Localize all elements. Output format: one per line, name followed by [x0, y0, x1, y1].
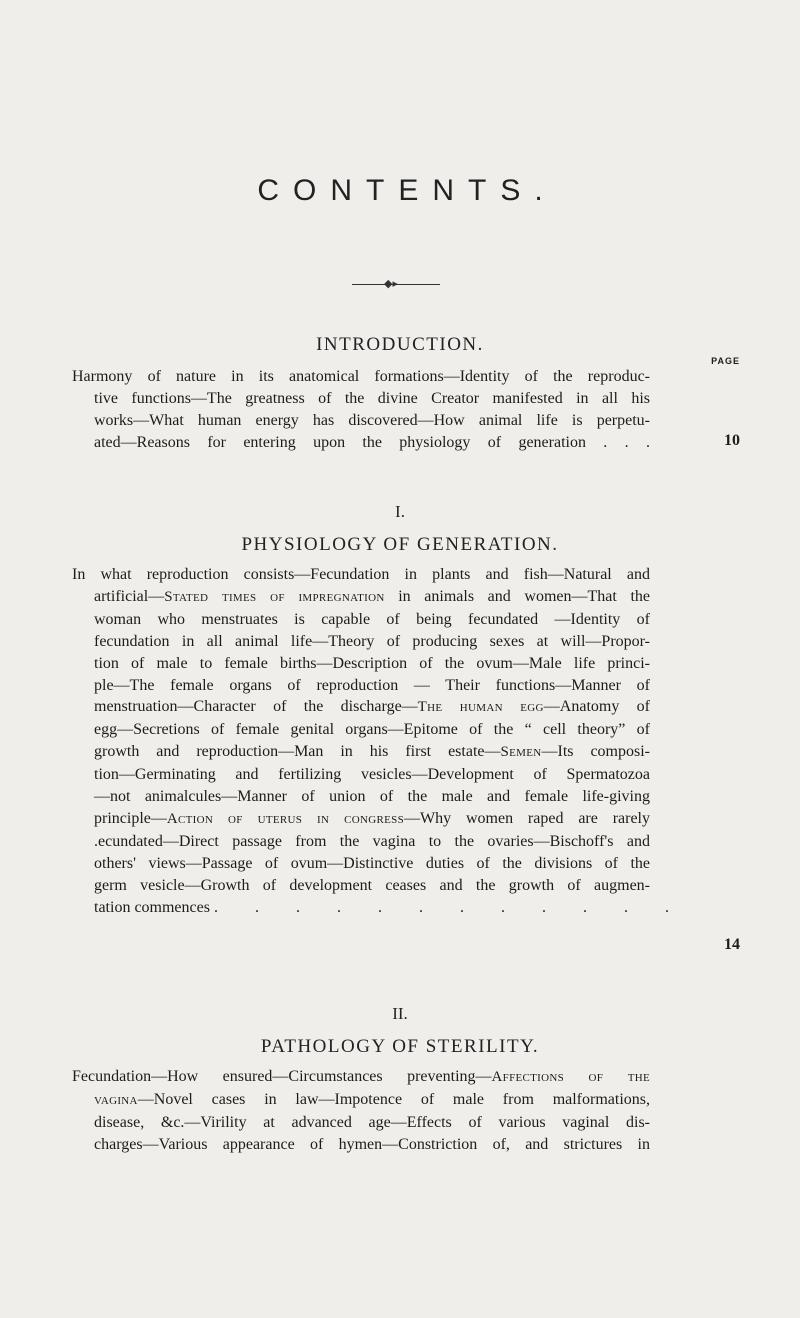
page-number: 14	[724, 936, 740, 953]
entry-line: tive functions—The greatness of the divine Creator manifested in all his	[94, 389, 650, 407]
section-heading: PATHOLOGY OF STERILITY.	[260, 1036, 540, 1057]
page-title: CONTENTS.	[257, 174, 557, 207]
page-column-label: PAGE	[711, 356, 740, 366]
entry-line: Fecundation—How ensured—Circumstances preventing—Affections of the	[72, 1068, 651, 1085]
entry-line: egg—Secretions of female genital organs—Epitome of the “ cell theory” of	[94, 721, 650, 739]
entry-line: menstruation—Character of the discharge—The human egg—Anatomy of	[94, 698, 651, 716]
ornament-icon: ◆▸	[384, 278, 398, 290]
section-entry	[72, 564, 686, 919]
entry-line: principle—Action of uterus in congress—Why women raped are rarely	[94, 809, 650, 827]
entry-line: In what reproduction consists—Fecundation in plants and fish—Natural and	[72, 566, 650, 583]
entry-line: tion—Germinating and fertilizing vesicles—Development of Spermatozoa	[94, 766, 650, 784]
section-numeral: I.	[395, 502, 405, 521]
entry-line: Harmony of nature in its anatomical formations—Identity of the reproduc-	[72, 368, 650, 385]
section-entry	[72, 1066, 650, 1156]
entry-line: charges—Various appearance of hymen—Constriction of, and strictures in	[94, 1135, 650, 1153]
dot-leaders: . . . . . . . . . . . .	[213, 898, 686, 916]
entry-line: disease, &c.—Virility at advanced age—Effects of various vaginal dis-	[94, 1113, 650, 1131]
entry-line: growth and reproduction—Man in his first estate—Semen—Its composi-	[94, 743, 651, 761]
entry-line: ple—The female organs of reproduction — Their functions—Manner of	[94, 676, 650, 694]
entry-line: germ vesicle—Growth of development ceases and the growth of augmen-	[94, 876, 650, 894]
page-number: 10	[724, 432, 740, 449]
entry-line: artificial—Stated times of impregnation in animals and women—That the	[94, 587, 651, 605]
entry-line: .ecundated—Direct passage from the vagina to the ovaries—Bischoff's and	[94, 832, 650, 850]
introduction-heading: INTRODUCTION.	[316, 334, 484, 355]
entry-line: —not animalcules—Manner of union of the male and female life-giving	[94, 788, 650, 806]
entry-line: works—What human energy has discovered—How animal life is perpetu-	[94, 411, 650, 429]
entry-line: fecundation in all animal life—Theory of producing sexes at will—Propor-	[94, 632, 650, 650]
section-heading: PHYSIOLOGY OF GENERATION.	[241, 534, 559, 555]
entry-line: ated—Reasons for entering upon the physiology of generation . . .	[94, 433, 650, 451]
entry-line: woman who menstruates is capable of being fecundated —Identity of	[94, 610, 650, 628]
introduction-entry	[72, 366, 650, 454]
entry-line: tion of male to female births—Description of the ovum—Male life princi-	[94, 654, 650, 672]
entry-line: others' views—Passage of ovum—Distinctive duties of the divisions of the	[94, 854, 650, 872]
entry-line: vagina—Novel cases in law—Impotence of male from malformations,	[94, 1090, 650, 1108]
section-numeral: II.	[392, 1004, 408, 1023]
entry-line: tation commences . . . . . . . . . . . .	[72, 897, 650, 919]
